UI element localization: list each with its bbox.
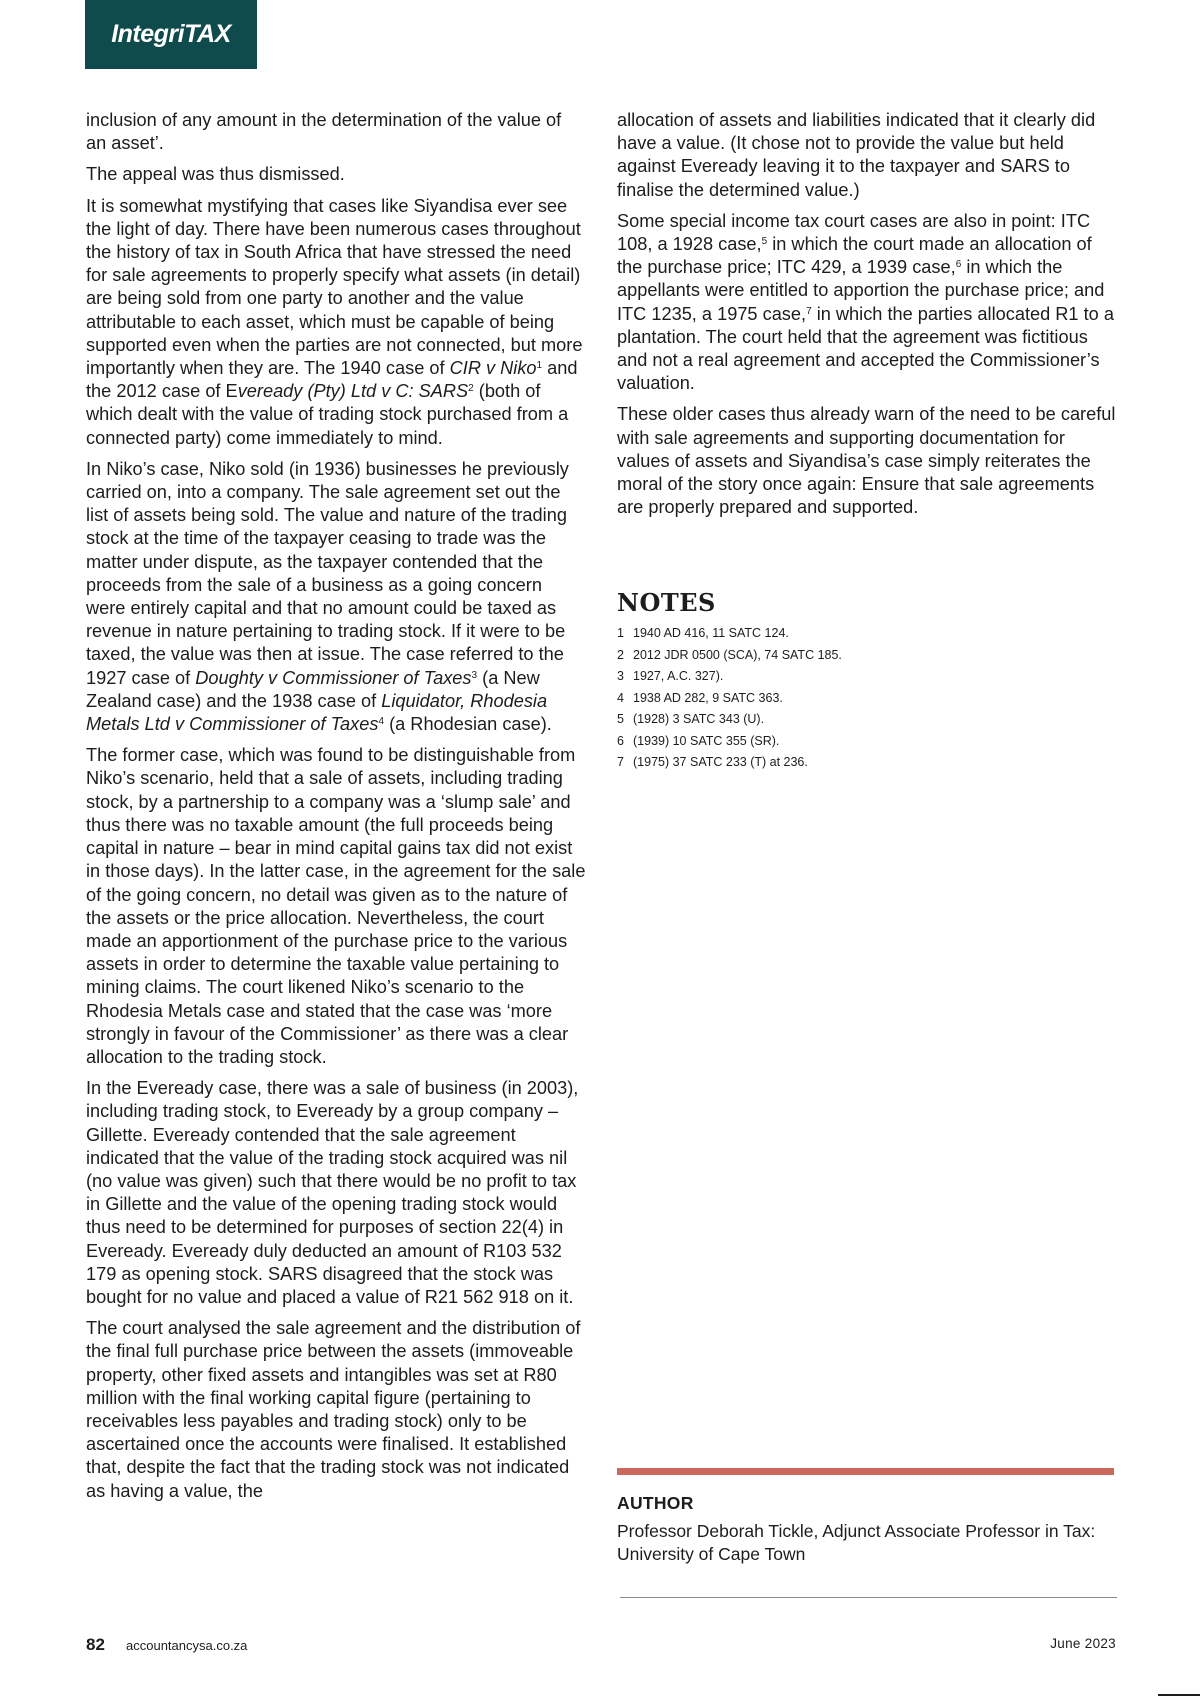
issue-date: June 2023 [1050, 1636, 1116, 1651]
paragraph: The former case, which was found to be distinguishable from Niko’s scenario, held that a sale of assets, including trading stock, by a partnership to a company was a ‘slump sale’ and thus there was no taxable amount (the full proceeds being capital in nature – bear in mind capital gains tax did not exist in those days). In the latter case, in the agreement for the sale of the going concern, no detail was given as to the nature of the assets or the price allocation. Nevertheless, the court made an apportionment of the purchase price to the various assets in order to determine the taxable value pertaining to mining claims. The court likened Niko’s scenario to the Rhodesia Metals case and stated that the case was ‘more strongly in favour of the Commissioner’ as there was a clear allocation to the trading stock. [86, 745, 586, 1067]
footnote-ref: 5 [761, 236, 768, 248]
paragraph: In the Eveready case, there was a sale of business (in 2003), including trading stock, to Eveready by a group company – Gillette. Eveready contended that the sale agreement indicated that the value of the trading stock acquired was nil (no value was given) such that there would be no profit to tax in Gillette and the value of the opening trading stock would thus need to be determined for purposes of section 22(4) in Eveready. Eveready duly deducted an amount of R103 532 179 as opening stock. SARS disagreed that the stock was bought for no value and placed a value of R21 562 918 on it. [86, 1078, 579, 1307]
footnote-ref: 1 [536, 360, 543, 372]
case-citation: CIR v Niko [449, 358, 537, 379]
case-citation: veready (Pty) Ltd v C: SARS [237, 381, 469, 402]
note-item: 3 1927, A.C. 327). [617, 669, 724, 683]
paragraph: In Niko’s case, Niko sold (in 1936) businesses he previously carried on, into a company. The sale agreement set out the list of assets being sold. The value and nature of the trading stock at the time of the taxpayer ceasing to trade was the matter under dispute, as the taxpayer contended that the proceeds from the sale of a business as a going concern were entirely capital and that no amount could be taxed as revenue in nature pertaining to trading stock. If it were to be taxed, the value was then at issue. The case referred to the 1927 case of Doughty v Commissioner of Taxes$^3$ (a New Zealand case) and the 1938 case of Liquidator, Rhodesia Metals Ltd v Commissioner of Taxes$^4$ (a Rhodesian case). [86, 458, 569, 735]
footnote-ref: 6 [955, 259, 962, 271]
footnote-ref: 3 [471, 669, 478, 681]
note-item: 2 2012 JDR 0500 (SCA), 74 SATC 185. [617, 647, 842, 662]
notes-heading: NOTES [617, 588, 716, 617]
author-divider-bar [617, 1468, 1114, 1475]
right-column [617, 109, 1117, 527]
case-citation: Doughty v Commissioner of Taxes [195, 667, 472, 688]
left-column [86, 109, 586, 1511]
paragraph: These older cases thus already warn of the need to be careful with sale agreements and supporting documentation for values of assets and Siyandisa’s case simply reiterates the moral of the story once again: Ensure that sale agreements are properly prepared and supported. [617, 404, 1116, 518]
author-heading: AUTHOR [617, 1493, 694, 1513]
logo [85, 0, 257, 69]
footnote-ref: 7 [806, 305, 812, 317]
paragraph: It is somewhat mystifying that cases like Siyandisa ever see the light of day. There have been numerous cases throughout the history of tax in South Africa that have stressed the need for sale agreements to properly specify what assets (in detail) are being sold from one party to another and the value attributable to each asset, which must be capable of being supported even when the parties are not connected, but more importantly when they are. The 1940 case of CIR v Niko$^1$ and the 2012 case of Eveready (Pty) Ltd v C: SARS$^2$ (both of which dealt with the value of trading stock purchased from a connected party) come immediately to mind. [86, 195, 583, 448]
notes-list [617, 623, 1117, 774]
paragraph: The court analysed the sale agreement and the distribution of the final full purchase price between the assets (immoveable property, other fixed assets and intangibles was set at R80 million with the final working capital figure (pertaining to receivables less payables and trading stock) only to be ascertained once the accounts were finalised. It established that, despite the fact that the trading stock was not indicated as having a value, the [86, 1318, 581, 1501]
paragraph: The appeal was thus dismissed. [86, 164, 345, 185]
author-bio: Professor Deborah Tickle, Adjunct Associate Professor in Tax: University of Cape Town [617, 1521, 1096, 1564]
logo-text: IntegriTAX [111, 20, 231, 48]
note-item: 1 1940 AD 416, 11 SATC 124. [617, 626, 789, 640]
note-item: 4 1938 AD 282, 9 SATC 363. [617, 690, 783, 705]
paragraph: Some special income tax court cases are also in point: ITC 108, a 1928 case,$^5$ in which the court made an allocation of the purchase price; ITC 429, a 1939 case,$^6$ in which the appellants were entitled to apportion the purchase price; and ITC 1235, a 1975 case,$^7$ in which the parties allocated R1 to a plantation. The court held that the agreement was fictitious and not a real agreement and accepted the Commissioner’s valuation. [617, 210, 1114, 394]
case-citation: Liquidator, Rhodesia Metals Ltd v Commissioner of Taxes [86, 690, 548, 735]
note-item: 7 (1975) 37 SATC 233 (T) at 236. [617, 755, 808, 769]
author-bottom-rule [620, 1597, 1117, 1598]
site-url[interactable]: accountancysa.co.za [126, 1638, 248, 1653]
paragraph: allocation of assets and liabilities indicated that it clearly did have a value. (It chose not to provide the value but held against Eveready leaving it to the taxpayer and SARS to finalise the determined value.) [617, 110, 1096, 200]
page-number: 82 [86, 1635, 105, 1654]
footnote-ref: 2 [468, 383, 474, 395]
footnote-ref: 4 [378, 716, 385, 728]
paragraph: inclusion of any amount in the determination of the value of an asset’. [86, 110, 562, 154]
note-item: 5 (1928) 3 SATC 343 (U). [617, 712, 765, 726]
note-item: 6 (1939) 10 SATC 355 (SR). [617, 733, 780, 748]
